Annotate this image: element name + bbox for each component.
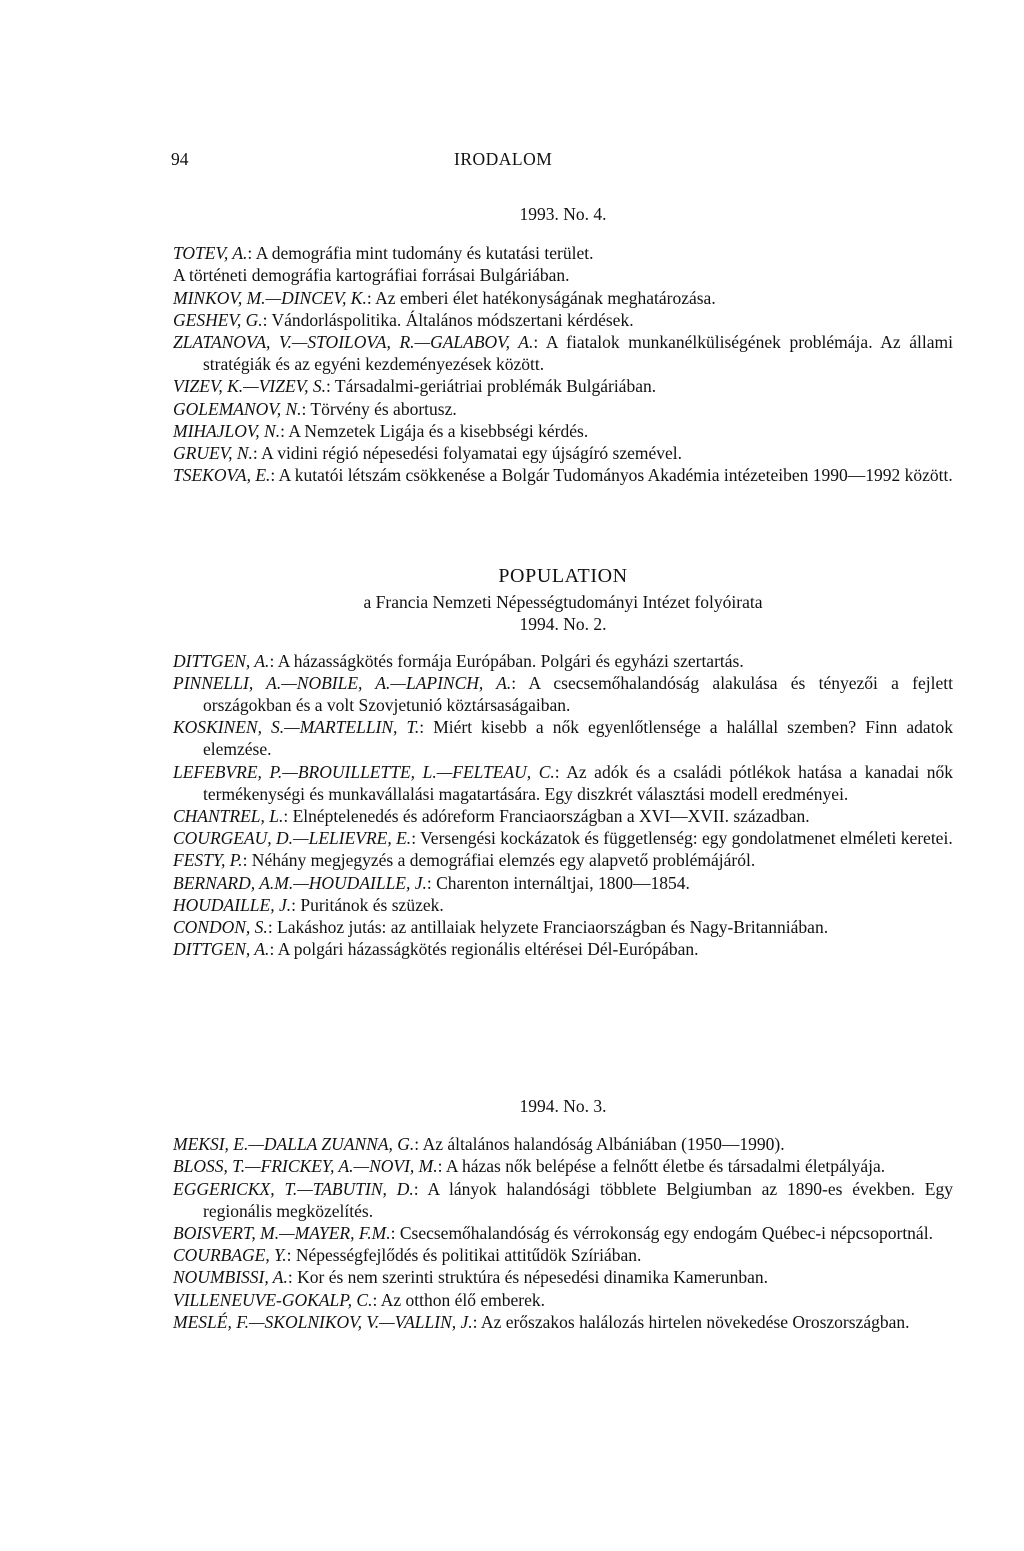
bibliography-entry (173, 916, 953, 938)
entry-list (173, 242, 953, 486)
bibliography-entry (173, 827, 953, 849)
entry-authors: DITTGEN, A. (173, 650, 270, 671)
bibliography-entry (173, 309, 953, 331)
entry-title: : A demográfia mint tudomány és kutatási terület. (247, 243, 594, 264)
journal-title: POPULATION (498, 565, 628, 587)
entry-authors: CHANTREL, L. (173, 806, 284, 827)
bibliography-entry (173, 761, 953, 805)
entry-authors: MIHAJLOV, N. (173, 420, 281, 441)
section-population-1994-no2 (173, 565, 953, 960)
entry-authors: COURGEAU, D.—LELIEVRE, E. (173, 828, 412, 849)
bibliography-entry (173, 1311, 953, 1333)
entry-authors: VIZEV, K.—VIZEV, S. (173, 376, 326, 397)
entry-authors: LEFEBVRE, P.—BROUILLETTE, L.—FELTEAU, C. (173, 761, 555, 782)
entry-authors: BOISVERT, M.—MAYER, F.M. (173, 1223, 391, 1244)
entry-authors: GESHEV, G. (173, 309, 263, 330)
entry-title: : Az általános halandóság Albániában (1950—1990). (414, 1134, 785, 1155)
issue-heading: 1994. No. 2. (519, 614, 607, 635)
bibliography-entry (173, 938, 953, 960)
entry-authors: VILLENEUVE-GOKALP, C. (173, 1289, 373, 1310)
entry-authors: TSEKOVA, E. (173, 465, 271, 486)
bibliography-entry (173, 1244, 953, 1266)
bibliography-entry (173, 264, 953, 286)
bibliography-entry (173, 1266, 953, 1288)
entry-title: : Az emberi élet hatékonyságának meghatározása. (366, 287, 716, 308)
entry-title: : Vándorláspolitika. Általános módszertani kérdések. (262, 309, 634, 330)
entry-title: : Népességfejlődés és politikai attitűdök Szíriában. (286, 1245, 642, 1266)
bibliography-entry (173, 1178, 953, 1222)
entry-title: : Az adók és a családi pótlékok hatása a kanadai nők termékenységi és munkavállalási magatartására. Egy diszkrét választási modell eredményei. (203, 761, 954, 804)
entry-title: : Törvény és abortusz. (301, 398, 457, 419)
entry-title: : Puritánok és szüzek. (291, 894, 444, 915)
entry-title: A történeti demográfia kartográfiai forrásai Bulgáriában. (173, 265, 570, 286)
bibliography-entry (173, 331, 953, 375)
entry-title: : A kutatói létszám csökkenése a Bolgár Tudományos Akadémia intézeteiben 1990—1992 között. (270, 465, 953, 486)
bibliography-entry (173, 805, 953, 827)
bibliography-entry (173, 650, 953, 672)
bibliography-entry (173, 420, 953, 442)
page-number: 94 (171, 149, 189, 169)
entry-authors: FESTY, P. (173, 850, 243, 871)
entry-authors: MESLÉ, F.—SKOLNIKOV, V.—VALLIN, J. (173, 1311, 473, 1332)
entry-authors: BLOSS, T.—FRICKEY, A.—NOVI, M. (173, 1156, 438, 1177)
entry-title: : Társadalmi-geriátriai problémák Bulgáriában. (325, 376, 657, 397)
entry-title: : Charenton internáltjai, 1800—1854. (426, 872, 690, 893)
entry-title: : A csecsemőhalandóság alakulása és tényezői a fejlett országokban és a volt Szovjetunió köztársaságaiban. (203, 672, 953, 716)
entry-authors: BERNARD, A.M.—HOUDAILLE, J. (173, 872, 427, 893)
bibliography-entry (173, 442, 953, 464)
bibliography-entry (173, 1133, 953, 1155)
bibliography-entry (173, 716, 953, 760)
entry-authors: COURBAGE, Y. (173, 1245, 287, 1266)
entry-authors: ZLATANOVA, V.—STOILOVA, R.—GALABOV, A. (173, 332, 534, 353)
entry-authors: PINNELLI, A.—NOBILE, A.—LAPINCH, A. (173, 672, 512, 693)
entry-title: : A lányok halandósági többlete Belgiumban az 1890-es években. Egy regionális megközelítés. (203, 1178, 953, 1221)
entry-authors: GOLEMANOV, N. (173, 398, 302, 419)
entry-list (173, 650, 953, 961)
entry-title: : Csecsemőhalandóság és vérrokonság egy endogám Québec-i népcsoportnál. (390, 1223, 933, 1244)
entry-title: : Az otthon élő emberek. (372, 1289, 546, 1310)
bibliography-entry (173, 849, 953, 871)
issue-heading: 1993. No. 4. (519, 204, 607, 224)
bibliography-entry (173, 872, 953, 894)
bibliography-entry (173, 242, 953, 264)
entry-title: : A fiatalok munkanélküliségének problémája. Az állami stratégiák és az egyéni kezdeményezések között. (203, 332, 953, 375)
entry-authors: MEKSI, E.—DALLA ZUANNA, G. (173, 1134, 415, 1155)
entry-title: : Az erőszakos halálozás hirtelen növekedése Oroszországban. (472, 1311, 910, 1332)
entry-authors: MINKOV, M.—DINCEV, K. (173, 287, 367, 308)
section-1994-no3 (173, 1095, 953, 1333)
bibliography-entry (173, 672, 953, 716)
entry-title: : A vidini régió népesedési folyamatai egy újságíró szemével. (252, 443, 683, 464)
entry-title: : A házas nők belépése a felnőtt életbe és társadalmi életpályája. (437, 1156, 886, 1177)
entry-title: : A Nemzetek Ligája és a kisebbségi kérdés. (280, 420, 589, 441)
entry-title: : Lakáshoz jutás: az antillaiak helyzete Franciaországban és Nagy-Britanniában. (267, 917, 829, 938)
entry-title: : Elnéptelenedés és adóreform Franciaországban a XVI—XVII. században. (283, 806, 810, 827)
entry-authors: HOUDAILLE, J. (173, 894, 292, 915)
bibliography-entry (173, 464, 953, 486)
entry-list (173, 1133, 953, 1333)
entry-authors: TOTEV, A. (173, 243, 248, 264)
entry-title: : Kor és nem szerinti struktúra és népesedési dinamika Kamerunban. (287, 1267, 769, 1288)
entry-authors: DITTGEN, A. (173, 939, 270, 960)
bibliography-entry (173, 1289, 953, 1311)
bibliography-entry (173, 287, 953, 309)
entry-title: : Miért kisebb a nők egyenlőtlensége a halállal szemben? Finn adatok elemzése. (203, 717, 954, 760)
entry-title: : Versengési kockázatok és függetlenség: egy gondolatmenet elméleti keretei. (411, 828, 953, 849)
bibliography-entry (173, 1222, 953, 1244)
bibliography-entry (173, 398, 953, 420)
entry-authors: EGGERICKX, T.—TABUTIN, D. (173, 1178, 414, 1199)
journal-subtitle: a Francia Nemzeti Népességtudományi Intézet folyóirata (363, 592, 763, 613)
entry-authors: KOSKINEN, S.—MARTELLIN, T. (173, 717, 420, 738)
entry-authors: NOUMBISSI, A. (173, 1267, 288, 1288)
entry-title: : A házasságkötés formája Európában. Polgári és egyházi szertartás. (269, 650, 744, 671)
running-head: IRODALOM (454, 149, 553, 169)
bibliography-entry (173, 1155, 953, 1177)
bibliography-entry (173, 894, 953, 916)
entry-title: : Néhány megjegyzés a demográfiai elemzés egy alapvető problémájáról. (242, 850, 756, 871)
bibliography-entry (173, 375, 953, 397)
section-1993-no4 (173, 203, 953, 486)
entry-authors: CONDON, S. (173, 917, 268, 938)
entry-title: : A polgári házasságkötés regionális eltérései Dél-Európában. (269, 939, 699, 960)
issue-heading: 1994. No. 3. (519, 1096, 607, 1116)
entry-authors: GRUEV, N. (173, 443, 253, 464)
